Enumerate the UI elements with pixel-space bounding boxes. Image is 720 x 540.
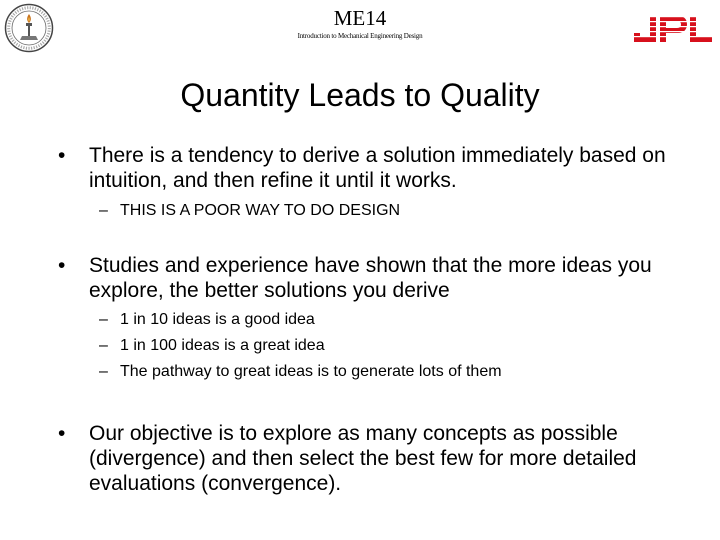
slide-title: Quantity Leads to Quality (180, 77, 540, 113)
bullet-item (58, 421, 708, 496)
sub-bullet-item (99, 359, 699, 385)
bullet-text: Studies and experience have shown that the more ideas you explore, the better solutions you derive (89, 254, 652, 302)
bullet-text: There is a tendency to derive a solution immediately based on intuition, and then refine it until it works. (89, 144, 666, 192)
sub-bullet-marker: – (99, 202, 108, 219)
jpl-logo (632, 12, 714, 42)
sub-bullet-text: THIS IS A POOR WAY TO DO DESIGN (120, 202, 401, 219)
course-subtitle: Introduction to Mechanical Engineering Design (297, 32, 423, 40)
bullet-marker: • (58, 422, 66, 445)
bullet-item (58, 143, 708, 193)
sub-bullet-item (99, 307, 699, 333)
bullet-item (58, 253, 708, 303)
sub-bullet-text: The pathway to great ideas is to generate lots of them (120, 363, 502, 380)
sub-bullet-text: 1 in 100 ideas is a great idea (120, 337, 325, 354)
sub-bullet-marker: – (99, 363, 108, 380)
bullet-text: Our objective is to explore as many concepts as possible (divergence) and then select the best few for more detailed evaluations (convergence). (89, 422, 637, 495)
course-code: ME14 (333, 6, 387, 30)
sub-bullet-item (99, 333, 699, 359)
sub-bullet-marker: – (99, 311, 108, 328)
sub-bullet-text: 1 in 10 ideas is a good idea (120, 311, 315, 328)
bullet-marker: • (58, 144, 66, 167)
bullet-marker: • (58, 254, 66, 277)
sub-bullet-marker: – (99, 337, 108, 354)
sub-bullet-item (99, 198, 699, 224)
